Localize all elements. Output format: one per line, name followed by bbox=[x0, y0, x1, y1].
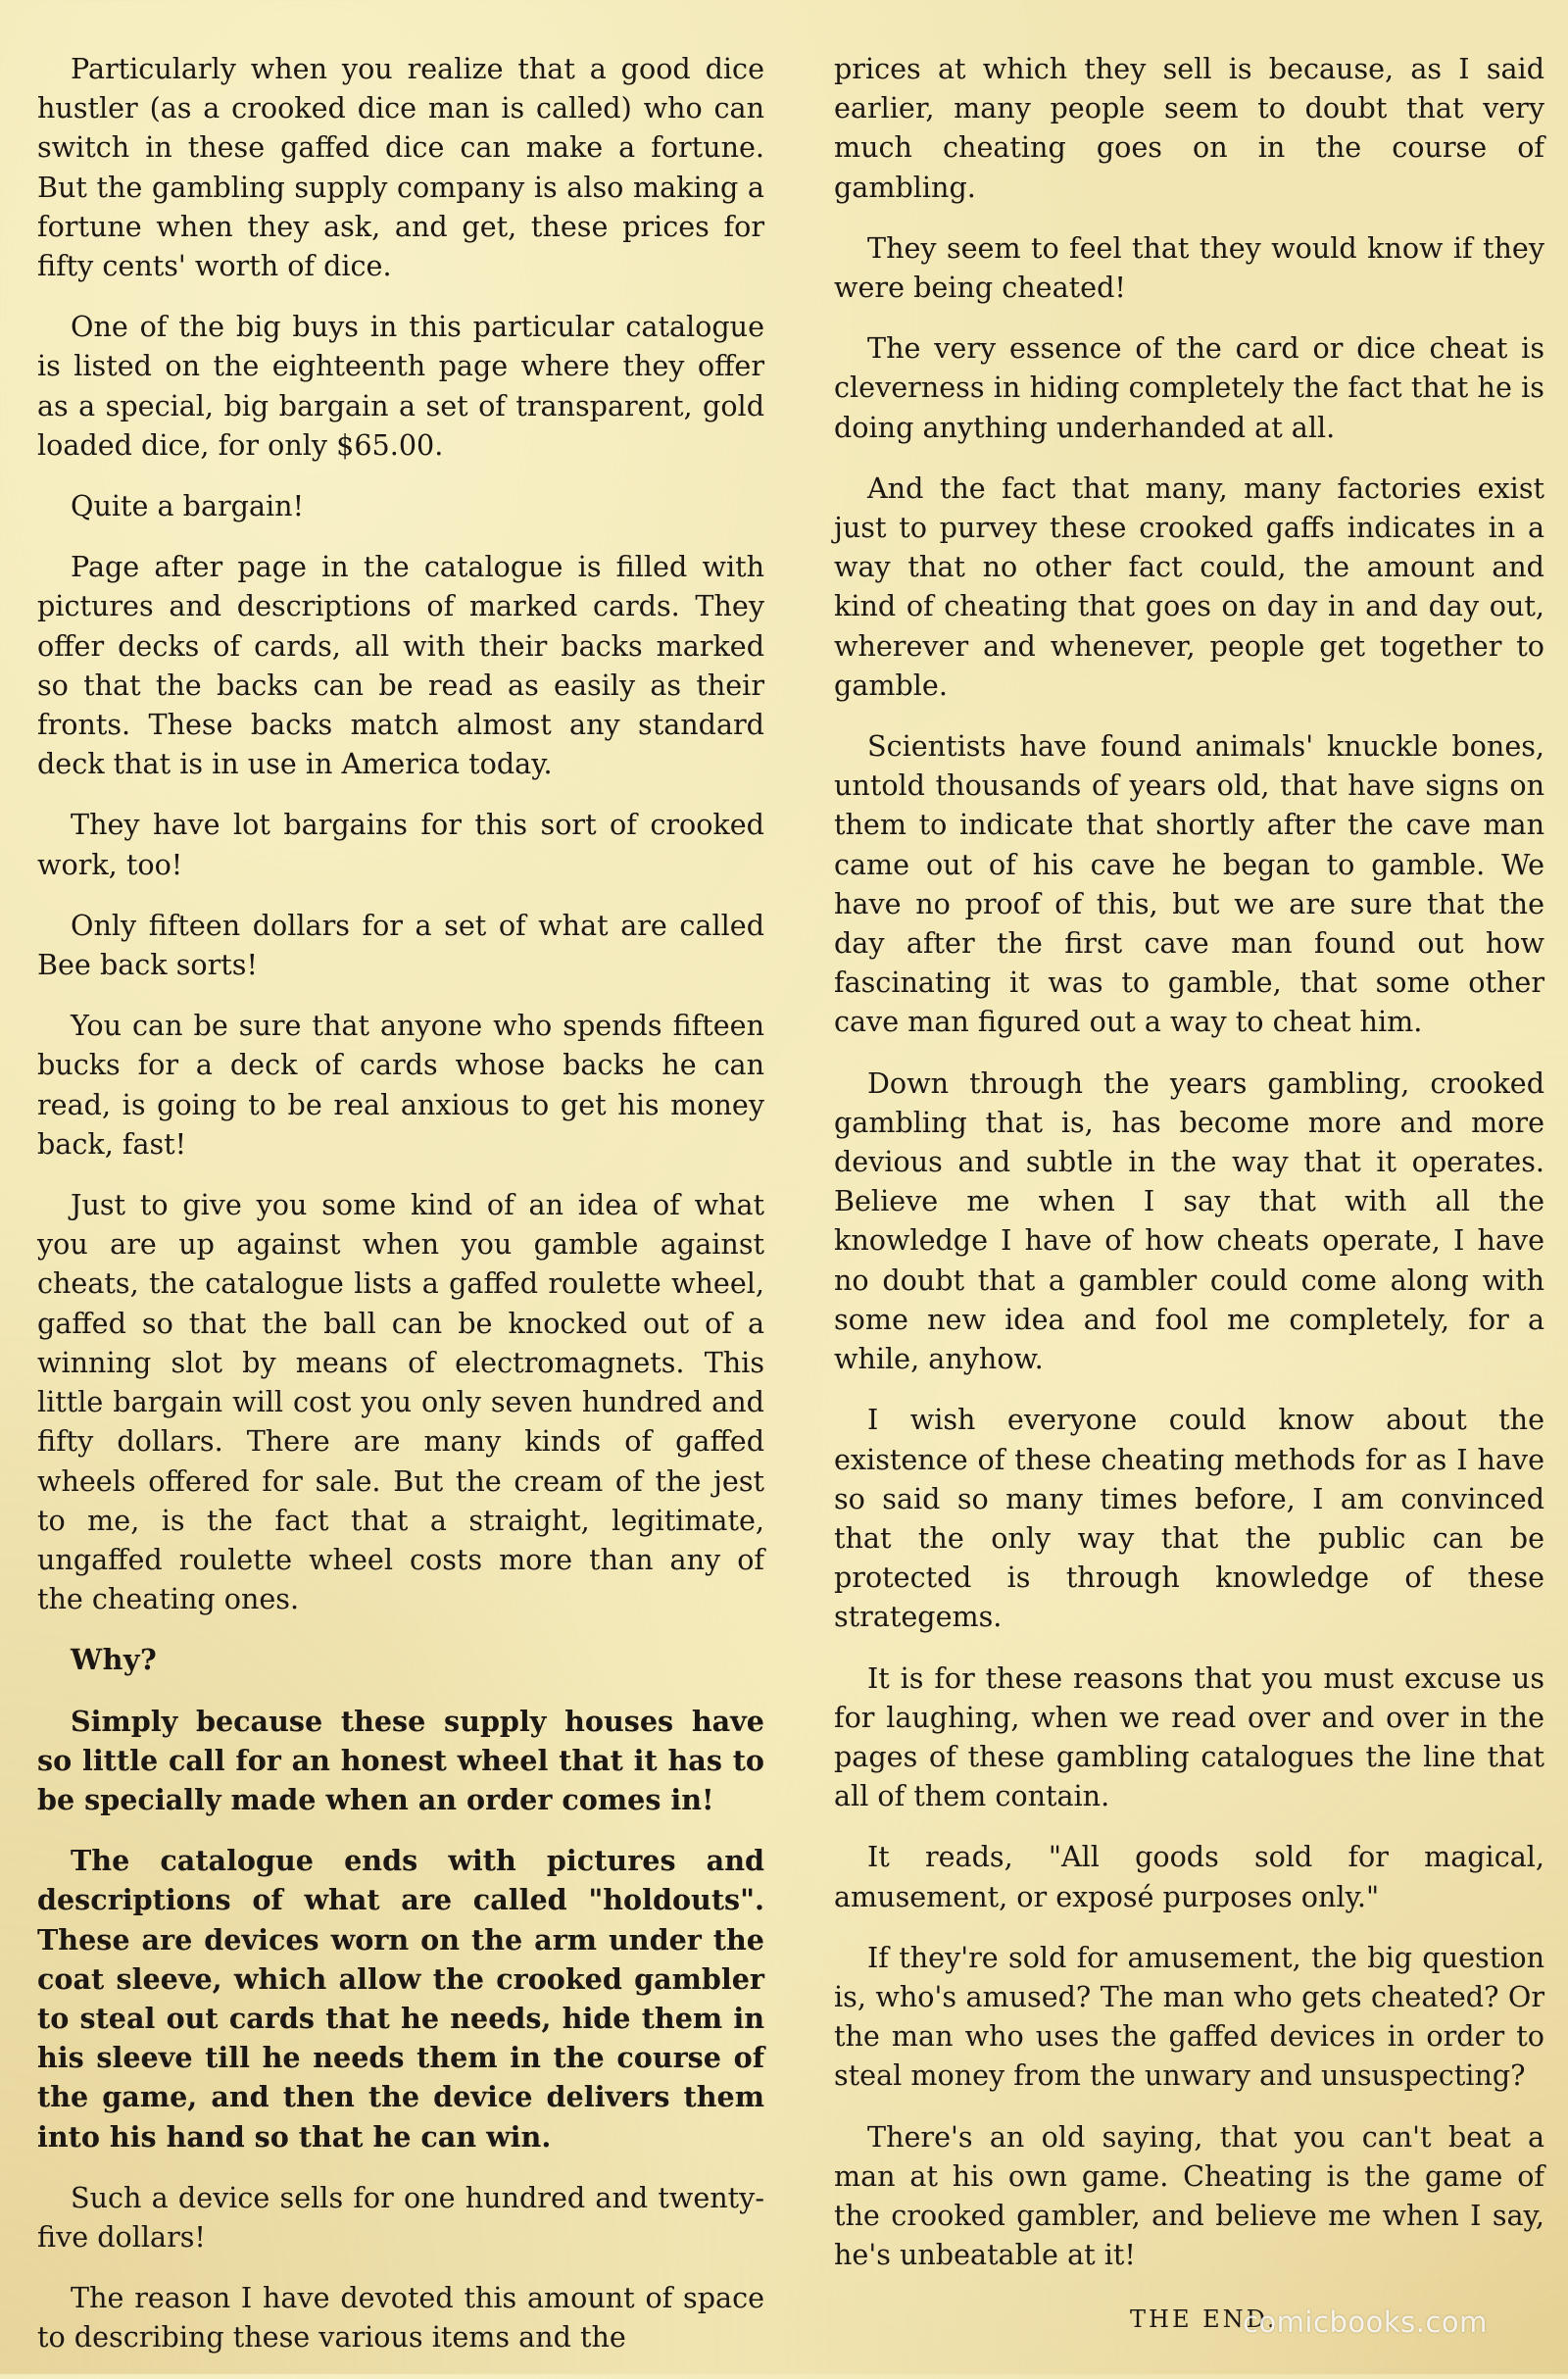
paragraph: They seem to feel that they would know if they were being cheated! bbox=[834, 230, 1544, 305]
paragraph-continued: prices at which they sell is because, as I said earlier, many people seem to doubt that very much cheating goes on in the course of gambling. bbox=[834, 52, 1544, 204]
paragraph: Particularly when you realize that a good dice hustler (as a crooked dice man is called) who can switch in these gaffed dice can make a fortune. But the gambling supply company is also making a fortune when they ask, and get, these prices for fifty cents' worth of dice. bbox=[37, 52, 764, 283]
the-end-label: THE END. bbox=[1130, 2305, 1278, 2333]
paragraph: It reads, "All goods sold for magical, amusement, or exposé purposes only." bbox=[834, 1840, 1544, 1913]
paragraph: It is for these reasons that you must excuse us for laughing, when we read over and over in the pages of these gambling catalogues the line that all of them contain. bbox=[834, 1660, 1544, 1813]
paragraph: Quite a bargain! bbox=[71, 489, 305, 523]
paragraph: They have lot bargains for this sort of crooked work, too! bbox=[37, 808, 764, 881]
paragraph: The catalogue ends with pictures and descriptions of what are called "holdouts". These are devices worn on the arm under the coat sleeve, which allow the crooked gambler to steal out cards that he needs, hide them in his sleeve till he needs them in the course of the game, and then the device delivers them into his hand so that he can win. bbox=[37, 1844, 764, 2154]
paragraph: Page after page in the catalogue is filled with pictures and descriptions of marked cards. They offer decks of cards, all with their backs marked so that the backs can be read as easily as their fronts. These backs match almost any standard deck that is in use in America today. bbox=[37, 550, 764, 781]
paragraph: And the fact that many, many factories exist just to purvey these crooked gaffs indicates in a way that no other fact could, the amount and kind of cheating that goes on day in and day out, wherever and whenever, people get together to gamble. bbox=[834, 471, 1544, 702]
paragraph: If they're sold for amusement, the big question is, who's amused? The man who gets cheated? Or the man who uses the gaffed devices in order to steal money from the unwary and unsuspecting? bbox=[834, 1940, 1544, 2093]
paragraph: One of the big buys in this particular catalogue is listed on the eighteenth page where they offer as a special, big bargain a set of transparent, gold loaded dice, for only $65.00. bbox=[37, 310, 764, 462]
paragraph-heading: Why? bbox=[71, 1643, 158, 1677]
paragraph: You can be sure that anyone who spends fifteen bucks for a deck of cards whose backs he can read, is going to be real anxious to get his money back, fast! bbox=[37, 1009, 764, 1161]
paragraph: Scientists have found animals' knuckle bones, untold thousands of years old, that have signs on them to indicate that shortly after the cave man came out of his cave he began to gamble. We have no proof of this, but we are sure that the day after the first cave man found out how fascinating it was to gamble, that some other cave man figured out a way to cheat him. bbox=[834, 729, 1544, 1039]
paragraph: Down through the years gambling, crooked gambling that is, has become more and more devious and subtle in the way that it operates. Believe me when I say that with all the knowledge I have of how cheats operate, I have no doubt that a gambler could come along with some new idea and fool me completely, for a while, anyhow. bbox=[834, 1066, 1544, 1376]
paragraph: Only fifteen dollars for a set of what are called Bee back sorts! bbox=[37, 908, 764, 982]
left-column bbox=[37, 49, 764, 2379]
right-column bbox=[834, 49, 1544, 2296]
paragraph: Such a device sells for one hundred and twenty-five dollars! bbox=[37, 2180, 764, 2254]
paragraph: The very essence of the card or dice cheat is cleverness in hiding completely the fact that he is doing anything underhanded at all. bbox=[834, 331, 1544, 444]
paragraph: The reason I have devoted this amount of space to describing these various items and the bbox=[37, 2281, 764, 2354]
watermark-text: comicbooks.com bbox=[1243, 2305, 1488, 2339]
paragraph: There's an old saying, that you can't beat a man at his own game. Cheating is the game of the crooked gambler, and believe me when I say, he's unbeatable at it! bbox=[834, 2119, 1544, 2272]
paragraph: I wish everyone could know about the existence of these cheating methods for as I have so said so many times before, I am convinced that the only way that the public can be protected is through knowledge of these strategems. bbox=[834, 1403, 1544, 1634]
paragraph: Simply because these supply houses have so little call for an honest wheel that it has to be specially made when an order comes in! bbox=[37, 1704, 764, 1816]
paragraph: Just to give you some kind of an idea of what you are up against when you gamble against cheats, the catalogue lists a gaffed roulette wheel, gaffed so that the ball can be knocked out of a winning slot by means of electromagnets. This little bargain will cost you only seven hundred and fifty dollars. There are many kinds of gaffed wheels offered for sale. But the cream of the jest to me, is the fact that a straight, legitimate, ungaffed roulette wheel costs more than any of the cheating ones. bbox=[37, 1188, 764, 1616]
